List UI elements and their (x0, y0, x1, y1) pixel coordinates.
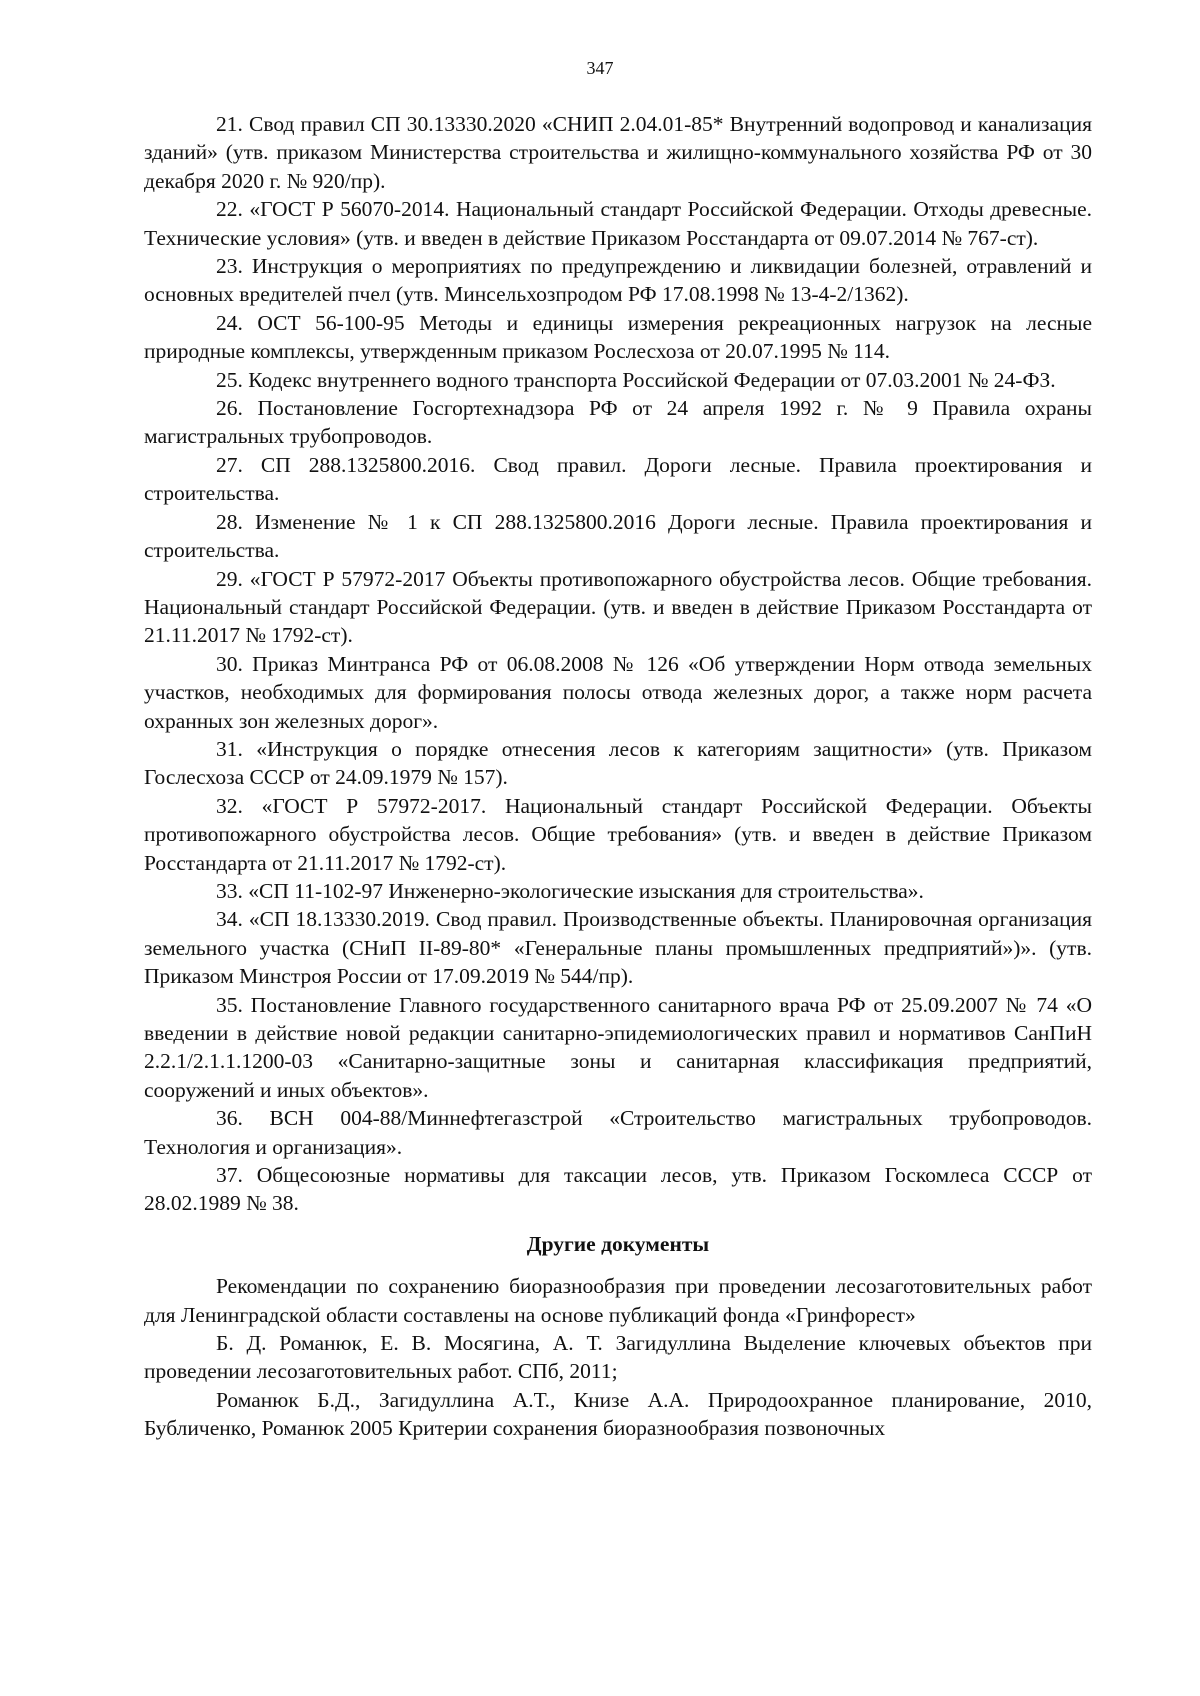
reference-item-35: 35. Постановление Главного государственного санитарного врача РФ от 25.09.2007 № 74 «О введении в действие новой редакции санитарно-эпидемиологических правил и нормативов СанПиН 2.2.1/2.1.1.1200-03 «Санитарно-защитные зоны и санитарная классификация предприятий, сооружений и иных объектов». (144, 992, 1092, 1102)
reference-item-27: 27. СП 288.1325800.2016. Свод правил. Дороги лесные. Правила проектирования и строительства. (144, 452, 1092, 506)
paragraph-romanyuk-2010: Романюк Б.Д., Загидуллина А.Т., Книзе А.А. Природоохранное планирование, 2010, Бубличенко, Романюк 2005 Критерии сохранения биоразнообразия позвоночных (144, 1387, 1092, 1441)
reference-item-22: 22. «ГОСТ Р 56070-2014. Национальный стандарт Российской Федерации. Отходы древесные. Технические условия» (утв. и введен в действие Приказом Росстандарта от 09.07.2014 № 767-ст). (144, 197, 1092, 250)
paragraph-recommendations: Рекомендации по сохранению биоразнообразия при проведении лесозаготовительных работ для Ленинградской области составлены на основе публикаций фонда «Гринфорест» (144, 1274, 1092, 1327)
reference-item-30: 30. Приказ Минтранса РФ от 06.08.2008 № 126 «Об утверждении Норм отвода земельных участков, необходимых для формирования полосы отвода железных дорог, а также норм расчета охранных зон железных дорог». (144, 651, 1092, 733)
reference-item-36: 36. ВСН 004-88/Миннефтегазстрой «Строительство магистральных трубопроводов. Технология и организация». (144, 1106, 1092, 1159)
reference-item-31: 31. «Инструкция о порядке отнесения лесов к категориям защитности» (утв. Приказом Гослесхоза СССР от 24.09.1979 № 157). (144, 736, 1092, 790)
document-body (144, 110, 1092, 1443)
reference-item-29: 29. «ГОСТ Р 57972-2017 Объекты противопожарного обустройства лесов. Общие требования. Национальный стандарт Российской Федерации. (утв. и введен в действие Приказом Росстандарта от 21.11.2017 № 1792-ст). (144, 566, 1092, 648)
page-number: 347 (586, 58, 614, 78)
section-title: Другие документы (526, 1231, 710, 1256)
reference-item-32: 32. «ГОСТ Р 57972-2017. Национальный стандарт Российской Федерации. Объекты противопожарного обустройства лесов. Общие требования» (утв. и введен в действие Приказом Росстандарта от 21.11.2017 № 1792-ст). (144, 793, 1092, 875)
paragraph-romanyuk-2011: Б. Д. Романюк, Е. В. Мосягина, А. Т. Загидуллина Выделение ключевых объектов при проведении лесозаготовительных работ. СПб, 2011; (144, 1331, 1092, 1384)
reference-item-23: 23. Инструкция о мероприятиях по предупреждению и ликвидации болезней, отравлений и основных вредителей пчел (утв. Минсельхозпродом РФ 17.08.1998 № 13-4-2/1362). (144, 254, 1092, 307)
reference-item-26: 26. Постановление Госгортехнадзора РФ от 24 апреля 1992 г. № 9 Правила охраны магистральных трубопроводов. (144, 396, 1092, 449)
reference-item-25: 25. Кодекс внутреннего водного транспорта Российской Федерации от 07.03.2001 № 24-ФЗ. (216, 367, 1056, 392)
reference-item-37: 37. Общесоюзные нормативы для таксации лесов, утв. Приказом Госкомлеса СССР от 28.02.1989 № 38. (144, 1163, 1092, 1216)
reference-item-24: 24. ОСТ 56-100-95 Методы и единицы измерения рекреационных нагрузок на лесные природные комплексы, утвержденным приказом Рослесхоза от 20.07.1995 № 114. (144, 310, 1092, 364)
reference-item-33: 33. «СП 11-102-97 Инженерно-экологические изыскания для строительства». (216, 878, 924, 903)
reference-item-21: 21. Свод правил СП 30.13330.2020 «СНИП 2.04.01-85* Внутренний водопровод и канализация зданий» (утв. приказом Министерства строительства и жилищно-коммунального хозяйства РФ от 30 декабря 2020 г. № 920/пр). (144, 112, 1092, 193)
reference-item-34: 34. «СП 18.13330.2019. Свод правил. Производственные объекты. Планировочная организация земельного участка (СНиП II-89-80* «Генеральные планы промышленных предприятий»)». (утв. Приказом Минстроя России от 17.09.2019 № 544/пр). (144, 907, 1092, 989)
reference-item-28: 28. Изменение № 1 к СП 288.1325800.2016 Дороги лесные. Правила проектирования и строительства. (144, 509, 1092, 563)
